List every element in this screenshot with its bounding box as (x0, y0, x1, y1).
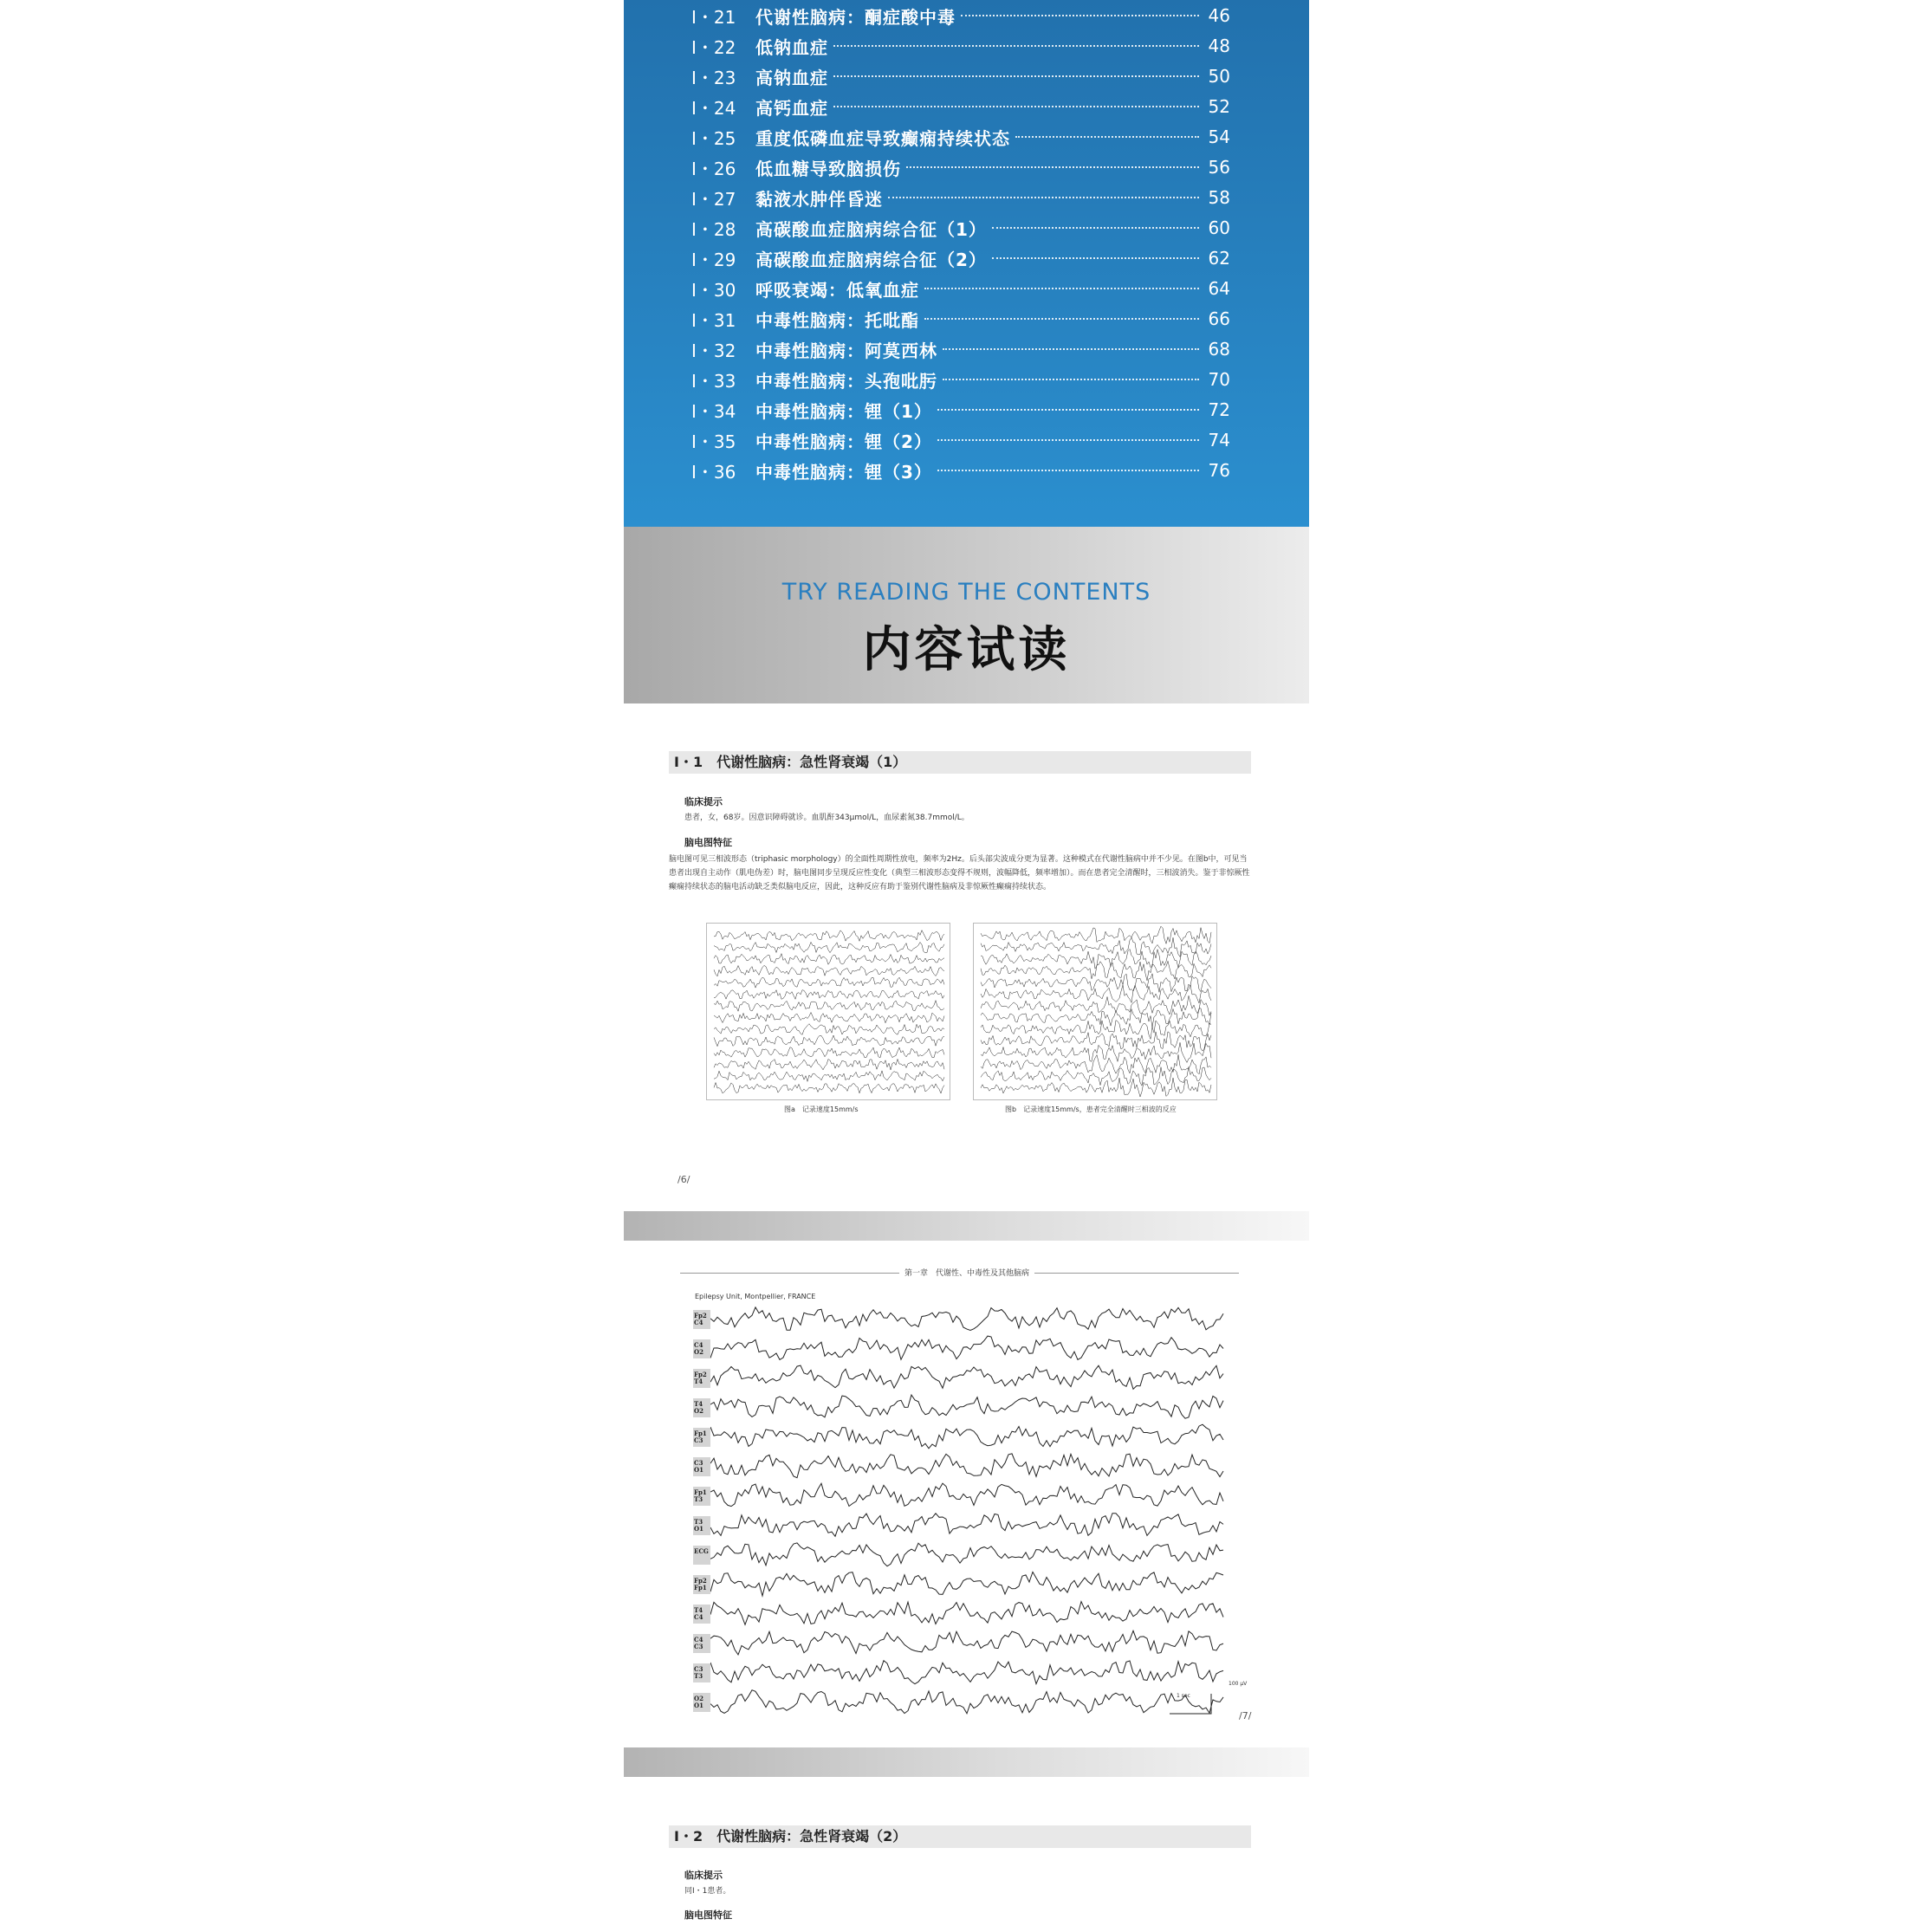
toc-leader-dots (937, 439, 1199, 441)
eeg-trace (710, 1572, 1223, 1596)
toc-leader-dots (943, 379, 1199, 380)
toc-item[interactable] (691, 425, 1230, 455)
toc-item[interactable] (691, 365, 1230, 394)
toc-leader-dots (833, 75, 1199, 77)
channel-label: O2 O1 (694, 1695, 703, 1709)
eeg-trace (981, 985, 1211, 1003)
sample-page-8 (624, 1777, 1309, 1932)
toc-item-number: Ⅰ・29 (691, 249, 736, 270)
toc-leader-dots (937, 470, 1199, 471)
toc-item[interactable] (691, 243, 1230, 273)
toc-item-number: Ⅰ・32 (691, 340, 736, 361)
eeg-trace (981, 1021, 1211, 1040)
toc-item[interactable] (691, 183, 1230, 212)
eeg-trace (981, 1054, 1211, 1074)
toc-leader-dots (924, 318, 1199, 320)
toc-item-title: 黏液水肿伴昏迷 (755, 188, 883, 210)
toc-item[interactable] (691, 213, 1230, 243)
toc-item[interactable] (691, 395, 1230, 425)
toc-item-title: 高碳酸血症脑病综合征（1） (755, 218, 987, 240)
eeg-trace (981, 1078, 1211, 1097)
eeg-trace (981, 995, 1211, 1015)
lab-label: Epilepsy Unit, Montpellier, FRANCE (695, 1293, 816, 1300)
toc-leader-dots (937, 409, 1199, 411)
toc-item-number: Ⅰ・36 (691, 461, 736, 483)
toc-leader-dots (943, 348, 1199, 350)
channel-label: T3 O1 (694, 1518, 703, 1533)
figure-b-caption: 图b 记录速度15mm/s，患者完全清醒时三相波的反应 (1005, 1105, 1177, 1113)
eeg-trace (710, 1661, 1223, 1684)
eeg-trace (710, 1395, 1223, 1418)
toc-leader-dots (961, 15, 1199, 16)
toc-item-page: 68 (1208, 339, 1230, 360)
toc-item-title: 中毒性脑病：头孢吡肟 (755, 370, 937, 392)
eeg-trace (714, 930, 944, 942)
eeg-trace (710, 1514, 1223, 1537)
channel-label: C4 O2 (694, 1341, 703, 1356)
eeg-trace (714, 1059, 944, 1070)
toc-leader-dots (924, 288, 1199, 289)
toc-item-title: 呼吸衰竭：低氧血症 (755, 279, 919, 301)
toc-item[interactable] (691, 31, 1230, 61)
chapter-header: 第一章 代谢性、中毒性及其他脑病 (899, 1267, 1034, 1278)
toc-item-number: Ⅰ・25 (691, 127, 736, 149)
toc-item[interactable] (691, 274, 1230, 303)
toc-item[interactable] (691, 1, 1230, 30)
sample-page-7 (624, 1241, 1309, 1747)
channel-label: Fp2 C4 (694, 1312, 707, 1326)
toc-item-number: Ⅰ・33 (691, 370, 736, 392)
clinical-hint-text: 同Ⅰ・1患者。 (684, 1887, 731, 1896)
eeg-figure-a (706, 923, 950, 1100)
eeg-trace (714, 1071, 944, 1081)
toc-item-number: Ⅰ・35 (691, 431, 736, 452)
scale-amplitude: 100 µV (1229, 1681, 1248, 1687)
eeg-trace (981, 1067, 1211, 1086)
toc-item-page: 52 (1208, 96, 1230, 117)
toc-item-title: 高钠血症 (755, 67, 828, 88)
eeg-trace (981, 937, 1211, 956)
toc-leader-dots (1015, 136, 1199, 138)
toc-item-number: Ⅰ・23 (691, 67, 736, 88)
eeg-trace (714, 1047, 944, 1058)
eeg-trace (710, 1365, 1223, 1389)
eeg-trace (710, 1336, 1223, 1359)
eeg-trace (714, 942, 944, 952)
try-reading-banner (624, 527, 1309, 703)
channel-label: Fp2 Fp1 (694, 1577, 707, 1592)
toc-item-page: 58 (1208, 187, 1230, 208)
toc-item-title: 高碳酸血症脑病综合征（2） (755, 249, 987, 270)
toc-item-page: 56 (1208, 157, 1230, 178)
eeg-features-title: 脑电图特征 (684, 1909, 732, 1921)
toc-item-number: Ⅰ・26 (691, 158, 736, 179)
eeg-trace (710, 1543, 1223, 1566)
page-number: /6/ (677, 1174, 690, 1185)
eeg-trace (710, 1424, 1223, 1449)
channel-label: ECG (694, 1547, 709, 1555)
eeg-trace (981, 1032, 1211, 1051)
toc-item-page: 60 (1208, 217, 1230, 238)
eeg-trace (710, 1690, 1223, 1714)
eeg-trace (714, 1083, 944, 1094)
toc-item[interactable] (691, 92, 1230, 121)
toc-item-number: Ⅰ・27 (691, 188, 736, 210)
eeg-trace (981, 1008, 1211, 1028)
toc-item-title: 低血糖导致脑损伤 (755, 158, 901, 179)
scale-time: 1 sec (1177, 1693, 1190, 1699)
channel-label: C4 C3 (694, 1636, 703, 1650)
channel-label: Fp2 T4 (694, 1371, 707, 1385)
table-of-contents (624, 0, 1309, 527)
clinical-hint-text: 患者，女，68岁。因意识障碍就诊。血肌酐343μmol/L，血尿素氮38.7mmol/L。 (684, 814, 969, 822)
toc-item-title: 中毒性脑病：阿莫西林 (755, 340, 937, 361)
channel-label: Fp1 T3 (694, 1488, 707, 1503)
eeg-large-trace (710, 1300, 1230, 1733)
toc-item-title: 低钠血症 (755, 36, 828, 58)
eeg-figure-b (973, 923, 1217, 1100)
toc-item-title: 高钙血症 (755, 97, 828, 119)
toc-leader-dots (992, 227, 1199, 229)
eeg-trace (714, 954, 944, 965)
toc-leader-dots (833, 45, 1199, 47)
eeg-trace (714, 990, 944, 1000)
toc-item[interactable] (691, 334, 1230, 364)
toc-item-number: Ⅰ・28 (691, 218, 736, 240)
eeg-trace (714, 1035, 944, 1047)
toc-leader-dots (906, 166, 1199, 168)
eeg-trace (714, 977, 944, 988)
toc-item-title: 代谢性脑病：酮症酸中毒 (755, 6, 956, 28)
toc-item-number: Ⅰ・24 (691, 97, 736, 119)
section-heading: Ⅰ・1 代谢性脑病：急性肾衰竭（1） (669, 751, 1251, 774)
toc-leader-dots (833, 106, 1199, 107)
toc-item-title: 中毒性脑病：锂（2） (755, 431, 932, 452)
banner-chinese-title: 内容试读 (862, 622, 1071, 678)
toc-item-page: 48 (1208, 36, 1230, 56)
toc-item-page: 70 (1208, 369, 1230, 390)
toc-item-title: 中毒性脑病：锂（3） (755, 461, 932, 483)
section-heading: Ⅰ・2 代谢性脑病：急性肾衰竭（2） (669, 1825, 1251, 1848)
toc-item-page: 72 (1208, 399, 1230, 420)
clinical-hint-title: 临床提示 (684, 796, 723, 807)
toc-item-page: 50 (1208, 66, 1230, 87)
eeg-trace (710, 1307, 1223, 1331)
eeg-trace (710, 1454, 1223, 1478)
eeg-trace (714, 1013, 944, 1023)
eeg-trace (981, 950, 1211, 969)
toc-item-title: 重度低磷血症导致癫痫持续状态 (755, 127, 1010, 149)
eeg-trace (981, 926, 1211, 943)
banner-english-title: TRY READING THE CONTENTS (781, 579, 1151, 606)
toc-item[interactable] (691, 122, 1230, 152)
toc-item-number: Ⅰ・31 (691, 309, 736, 331)
eeg-trace (714, 965, 944, 976)
toc-item-number: Ⅰ・21 (691, 6, 736, 28)
eeg-features-title: 脑电图特征 (684, 837, 732, 848)
channel-label: Fp1 C3 (694, 1430, 707, 1444)
toc-item-page: 46 (1208, 5, 1230, 26)
figure-a-caption: 图a 记录速度15mm/s (784, 1105, 859, 1113)
toc-item-title: 中毒性脑病：锂（1） (755, 400, 932, 422)
channel-label: T4 C4 (694, 1606, 703, 1621)
eeg-trace (710, 1483, 1223, 1507)
eeg-trace (710, 1602, 1223, 1625)
toc-item-number: Ⅰ・30 (691, 279, 736, 301)
toc-item-number: Ⅰ・34 (691, 400, 736, 422)
toc-item-number: Ⅰ・22 (691, 36, 736, 58)
toc-item-page: 64 (1208, 278, 1230, 299)
toc-item-page: 54 (1208, 126, 1230, 147)
toc-item[interactable] (691, 304, 1230, 334)
toc-item[interactable] (691, 152, 1230, 182)
toc-item[interactable] (691, 62, 1230, 91)
page-separator (624, 1211, 1309, 1241)
toc-item-page: 62 (1208, 248, 1230, 269)
clinical-hint-title: 临床提示 (684, 1870, 723, 1881)
eeg-features-text: 脑电图可见三相波形态（triphasic morphology）的全面性周期性放电，频率为2Hz。后头部尖波成分更为显著。这种模式在代谢性脑病中并不少见。在图b中，可见当患者出现自主动作（肌电伪差）时，脑电图同步呈现反应性变化（典型三相波形态变得不规则，波幅降低，频率增加）。而在患者完全清醒时，三相波消失。鉴于非惊厥性癫痫持续状态的脑电活动缺乏类似脑电反应，因此，这种反应有助于鉴别代谢性脑病及非惊厥性癫痫持续状态。 (669, 855, 1250, 891)
eeg-trace (710, 1631, 1223, 1655)
eeg-trace (714, 1001, 944, 1012)
page-separator (624, 1747, 1309, 1777)
toc-item-page: 76 (1208, 460, 1230, 481)
sample-page-6 (624, 703, 1309, 1211)
eeg-trace (981, 974, 1211, 993)
toc-leader-dots (992, 257, 1199, 259)
channel-label: C3 T3 (694, 1665, 703, 1680)
toc-item-page: 66 (1208, 308, 1230, 329)
eeg-trace (981, 1042, 1211, 1062)
toc-item-title: 中毒性脑病：托吡酯 (755, 309, 919, 331)
channel-label: C3 O1 (694, 1459, 703, 1474)
toc-item-page: 74 (1208, 430, 1230, 451)
page-number: /7/ (1239, 1710, 1252, 1721)
toc-item[interactable] (691, 456, 1230, 485)
toc-leader-dots (888, 197, 1199, 198)
channel-label: T4 O2 (694, 1400, 703, 1415)
product-detail-strip (624, 0, 1309, 1932)
eeg-trace (714, 1024, 944, 1035)
